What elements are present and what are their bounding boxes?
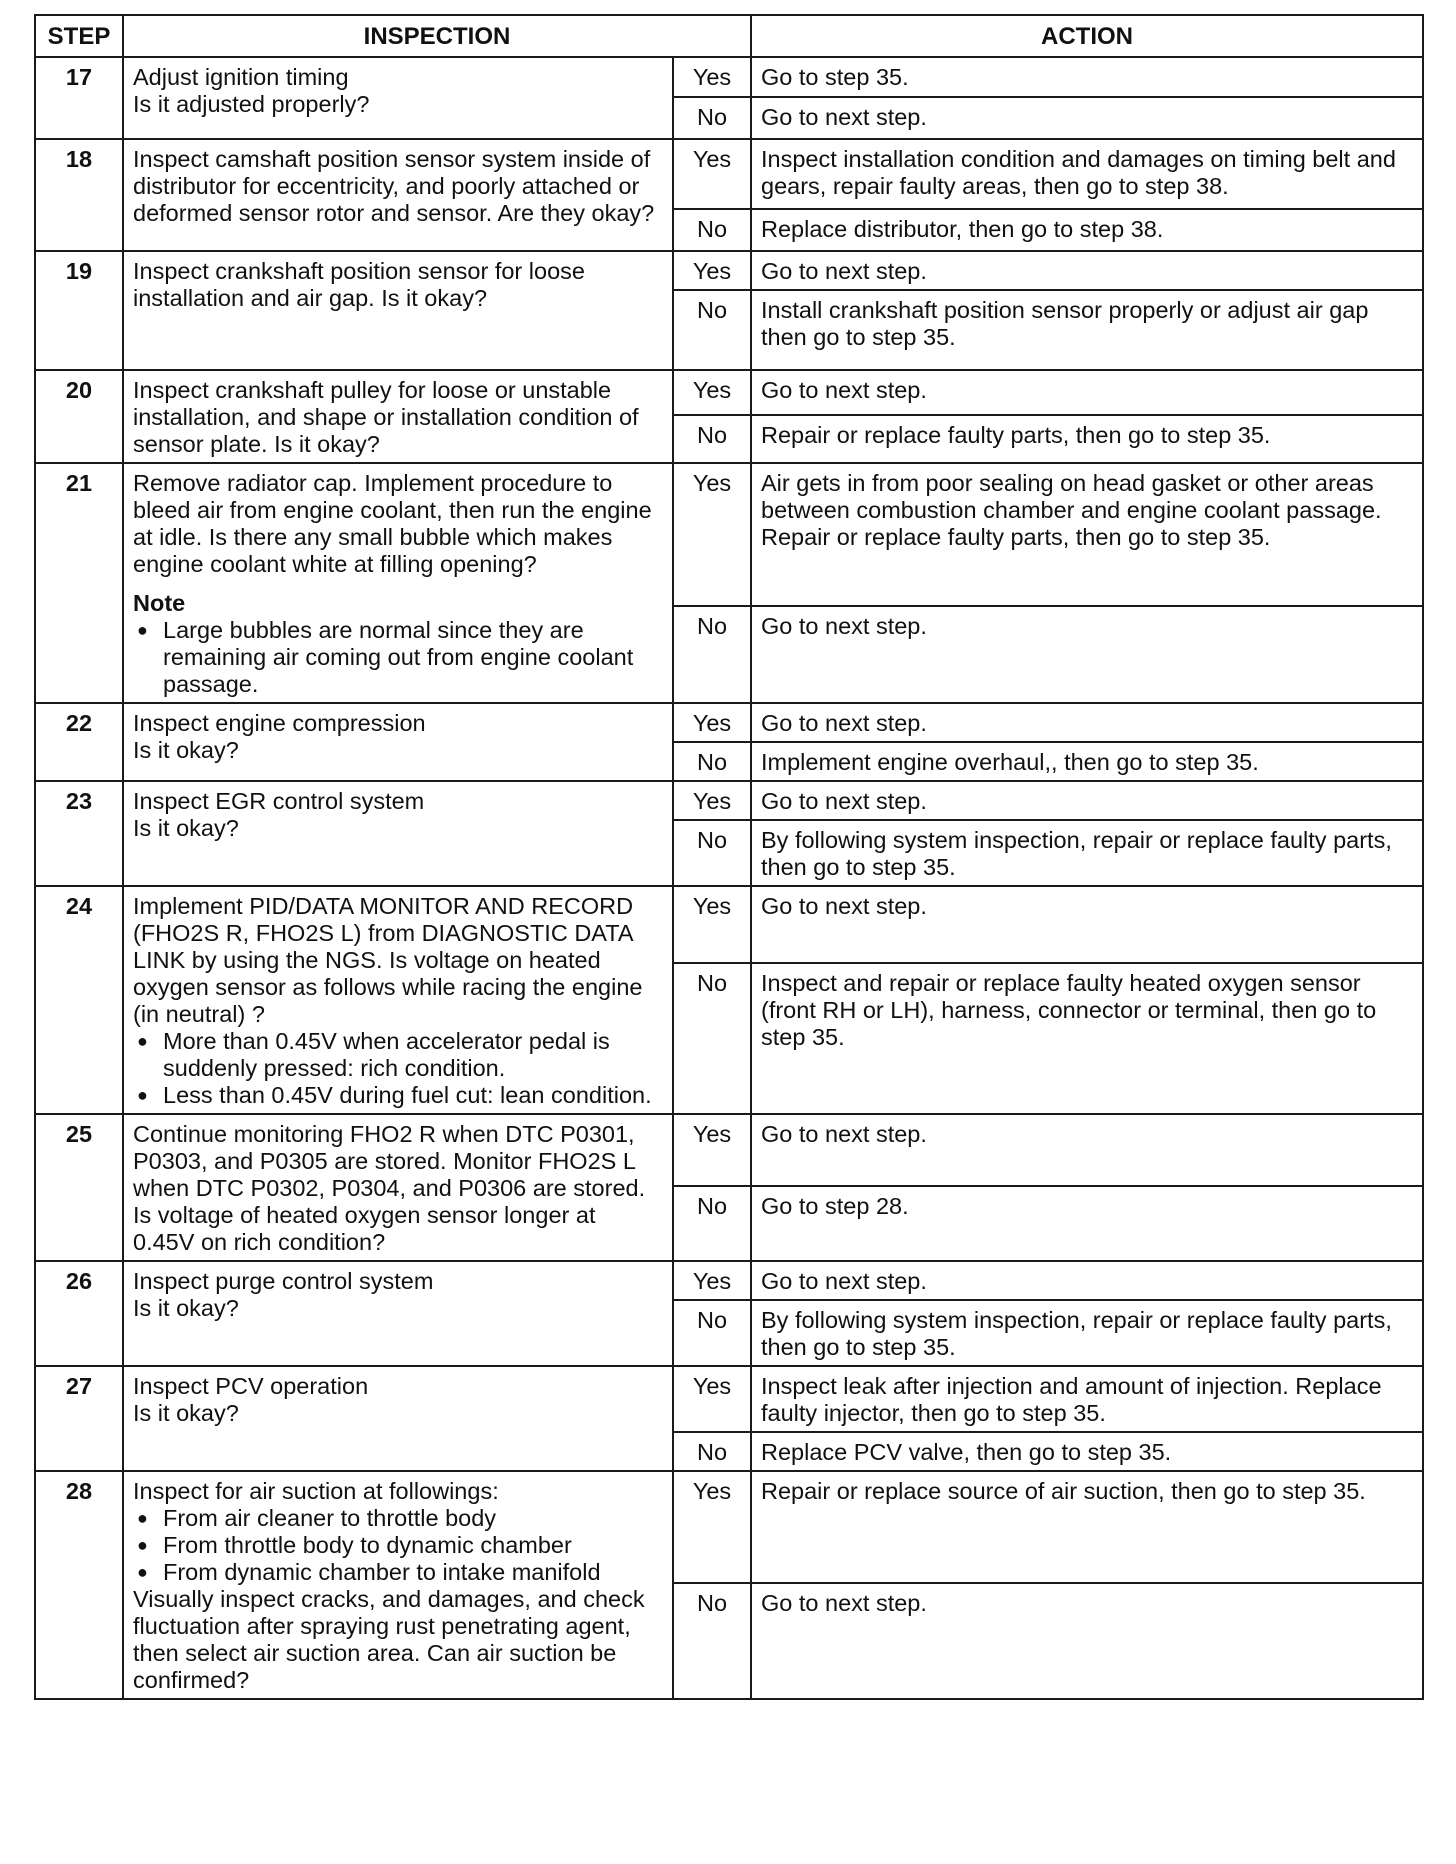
yes-label: Yes (673, 781, 751, 820)
inspection-text: Inspect crankshaft position sensor for loose installation and air gap. Is it okay? (133, 258, 585, 311)
table-row (35, 139, 1423, 209)
no-action: Replace PCV valve, then go to step 35. (751, 1432, 1423, 1471)
no-label: No (673, 1300, 751, 1366)
inspection-cell (123, 703, 673, 781)
no-action: Inspect and repair or replace faulty heated oxygen sensor (front RH or LH), harness, connector or terminal, then go to step 35. (751, 963, 1423, 1114)
inspection-cell (123, 57, 673, 139)
inspection-text: Inspect PCV operation (133, 1373, 369, 1399)
no-action: Go to step 28. (751, 1186, 1423, 1261)
table-row (35, 1261, 1423, 1300)
no-action: Repair or replace faulty parts, then go to step 35. (751, 415, 1423, 463)
inspection-text: Is it adjusted properly? (133, 91, 370, 117)
yes-label: Yes (673, 1114, 751, 1186)
yes-label: Yes (673, 251, 751, 290)
step-number: 27 (35, 1366, 123, 1471)
yes-action: Go to step 35. (751, 57, 1423, 97)
no-action: Install crankshaft position sensor properly or adjust air gap then go to step 35. (751, 290, 1423, 370)
inspection-text: Visually inspect cracks, and damages, and check fluctuation after spraying rust penetrating agent, then select air suction area. Can air suction be confirmed? (133, 1586, 645, 1693)
step-number: 28 (35, 1471, 123, 1699)
no-label: No (673, 606, 751, 703)
table-row (35, 1471, 1423, 1583)
no-action: Go to next step. (751, 606, 1423, 703)
yes-action: Repair or replace source of air suction, then go to step 35. (751, 1471, 1423, 1583)
note-title: Note (133, 590, 186, 616)
inspection-cell (123, 139, 673, 251)
no-label: No (673, 742, 751, 781)
yes-label: Yes (673, 463, 751, 606)
no-label: No (673, 290, 751, 370)
table-row (35, 370, 1423, 415)
inspection-cell (123, 463, 673, 703)
yes-action: Go to next step. (751, 703, 1423, 742)
step-number: 20 (35, 370, 123, 463)
table-row (35, 886, 1423, 963)
step-number: 25 (35, 1114, 123, 1261)
inspection-cell (123, 781, 673, 886)
step-number: 18 (35, 139, 123, 251)
no-label: No (673, 97, 751, 139)
inspection-cell (123, 370, 673, 463)
table-row (35, 1114, 1423, 1186)
table-row (35, 1366, 1423, 1432)
no-label: No (673, 820, 751, 886)
inspection-text: Is it okay? (133, 815, 239, 841)
inspection-cell (123, 1114, 673, 1261)
yes-label: Yes (673, 1261, 751, 1300)
inspection-text: Remove radiator cap. Implement procedure to bleed air from engine coolant, then run the engine at idle. Is there any small bubble which makes engine coolant white at filling opening? (133, 470, 652, 577)
no-action: Implement engine overhaul,, then go to step 35. (751, 742, 1423, 781)
inspection-text: Is it okay? (133, 737, 239, 763)
step-number: 26 (35, 1261, 123, 1366)
inspection-text: Inspect for air suction at followings: (133, 1478, 499, 1504)
no-action: Replace distributor, then go to step 38. (751, 209, 1423, 251)
step-number: 19 (35, 251, 123, 370)
yes-label: Yes (673, 139, 751, 209)
no-label: No (673, 1432, 751, 1471)
yes-action: Go to next step. (751, 370, 1423, 415)
inspection-text: Inspect purge control system (133, 1268, 434, 1294)
table-row (35, 781, 1423, 820)
table-row (35, 463, 1423, 606)
yes-label: Yes (673, 57, 751, 97)
inspection-text: Inspect camshaft position sensor system inside of distributor for eccentricity, and poorly attached or deformed sensor rotor and sensor. Are they okay? (133, 146, 655, 226)
yes-action: Go to next step. (751, 886, 1423, 963)
no-action: Go to next step. (751, 97, 1423, 139)
table-row (35, 251, 1423, 290)
inspection-cell (123, 1261, 673, 1366)
bullet-item: ● From dynamic chamber to intake manifold (133, 1559, 663, 1586)
inspection-text: Is it okay? (133, 1295, 239, 1321)
yes-label: Yes (673, 703, 751, 742)
table-row (35, 703, 1423, 742)
yes-action: Air gets in from poor sealing on head gasket or other areas between combustion chamber and engine coolant passage. Repair or replace faulty parts, then go to step 35. (751, 463, 1423, 606)
yes-action: Inspect leak after injection and amount of injection. Replace faulty injector, then go to step 35. (751, 1366, 1423, 1432)
header-step: STEP (35, 15, 123, 57)
step-number: 21 (35, 463, 123, 703)
no-label: No (673, 1583, 751, 1699)
bullet-item: ● From throttle body to dynamic chamber (133, 1532, 663, 1559)
no-label: No (673, 1186, 751, 1261)
inspection-text: Continue monitoring FHO2 R when DTC P0301, P0303, and P0305 are stored. Monitor FHO2S L when DTC P0302, P0304, and P0306 are stored. Is voltage of heated oxygen sensor longer at 0.45V on rich condition? (133, 1121, 646, 1255)
bullet-item: ● From air cleaner to throttle body (133, 1505, 663, 1532)
table-row (35, 57, 1423, 97)
no-action: By following system inspection, repair or replace faulty parts, then go to step 35. (751, 1300, 1423, 1366)
inspection-text: Implement PID/DATA MONITOR AND RECORD (FHO2S R, FHO2S L) from DIAGNOSTIC DATA LINK by using the NGS. Is voltage on heated oxygen sensor as follows while racing the engine (in neutral) ? (133, 893, 643, 1027)
diagnostic-table (34, 14, 1424, 1700)
step-number: 17 (35, 57, 123, 139)
header-action: ACTION (751, 15, 1423, 57)
yes-label: Yes (673, 370, 751, 415)
yes-label: Yes (673, 1366, 751, 1432)
no-label: No (673, 963, 751, 1114)
step-number: 24 (35, 886, 123, 1114)
yes-action: Go to next step. (751, 781, 1423, 820)
no-label: No (673, 415, 751, 463)
inspection-cell (123, 1471, 673, 1699)
yes-action: Go to next step. (751, 251, 1423, 290)
header-inspection: INSPECTION (123, 15, 751, 57)
yes-label: Yes (673, 886, 751, 963)
step-number: 22 (35, 703, 123, 781)
inspection-cell (123, 251, 673, 370)
inspection-cell (123, 886, 673, 1114)
no-action: By following system inspection, repair or replace faulty parts, then go to step 35. (751, 820, 1423, 886)
yes-label: Yes (673, 1471, 751, 1583)
no-action: Go to next step. (751, 1583, 1423, 1699)
inspection-text: Inspect engine compression (133, 710, 426, 736)
yes-action: Inspect installation condition and damages on timing belt and gears, repair faulty areas, then go to step 38. (751, 139, 1423, 209)
inspection-text: Inspect crankshaft pulley for loose or unstable installation, and shape or installation condition of sensor plate. Is it okay? (133, 377, 639, 457)
no-label: No (673, 209, 751, 251)
bullet-item: ● Less than 0.45V during fuel cut: lean condition. (133, 1082, 663, 1109)
bullet-item: ● Large bubbles are normal since they are remaining air coming out from engine coolant passage. (133, 617, 663, 698)
bullet-item: ● More than 0.45V when accelerator pedal is suddenly pressed: rich condition. (133, 1028, 663, 1082)
inspection-cell (123, 1366, 673, 1471)
inspection-text: Adjust ignition timing (133, 64, 349, 90)
inspection-text: Inspect EGR control system (133, 788, 425, 814)
yes-action: Go to next step. (751, 1114, 1423, 1186)
table-header-row (35, 15, 1423, 57)
step-number: 23 (35, 781, 123, 886)
table-body (35, 57, 1423, 1699)
yes-action: Go to next step. (751, 1261, 1423, 1300)
inspection-text: Is it okay? (133, 1400, 239, 1426)
